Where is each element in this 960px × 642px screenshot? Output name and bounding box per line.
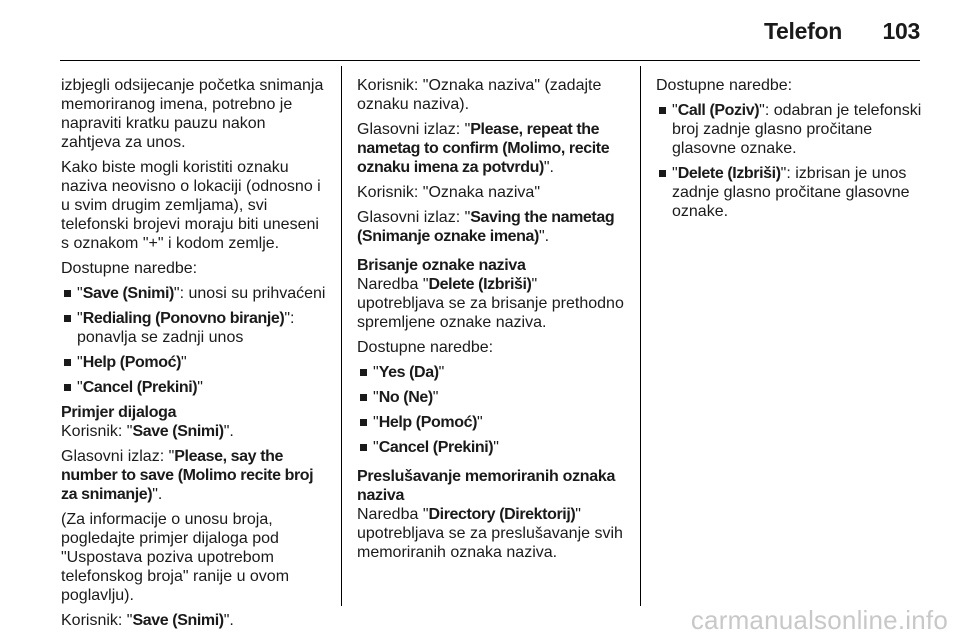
- voice-output: Saving the nametag (Snimanje oznake imena): [357, 209, 615, 245]
- column-3: [656, 76, 926, 227]
- section-heading: Brisanje oznake naziva: [357, 257, 526, 274]
- command-name: Save (Snimi): [132, 612, 224, 629]
- command-name: Help (Pomoć): [82, 354, 182, 371]
- command-name: Call (Poziv): [677, 102, 760, 119]
- paragraph: [357, 505, 627, 562]
- command-desc: : unosi su prihvaćeni: [179, 285, 326, 302]
- dialog-line: [357, 208, 627, 246]
- paragraph: izbjegli odsijecanje početka snimanja memoriranog imena, potrebno je napraviti kratku pauzu nakon zahtjeva za unos.: [61, 77, 324, 151]
- list-item: "Call (Poziv)": odabran je telefonski broj zadnje glasno pročitane glasovne oznake.: [656, 101, 926, 158]
- dialog-line: Korisnik: "Oznaka naziva" (zadajte oznaku naziva).: [357, 77, 602, 113]
- text-fragment: ".: [152, 486, 163, 503]
- list-item: "Save (Snimi)": unosi su prihvaćeni: [61, 284, 327, 303]
- voice-output: Please, repeat the nametag to confirm (Molimo, recite oznaku imena za potvrdu): [357, 121, 610, 176]
- commands-intro: Dostupne naredbe:: [61, 260, 198, 277]
- command-list: [61, 284, 327, 397]
- text-fragment: ".: [223, 423, 234, 440]
- text-fragment: " upotrebljava se za preslušavanje svih memoriranih oznaka naziva.: [357, 506, 623, 561]
- column-divider-1: [341, 66, 342, 606]
- command-desc: : ponavlja se zadnji unos: [77, 310, 295, 346]
- page-title: Telefon: [764, 18, 842, 44]
- column-2: [357, 76, 627, 568]
- command-name: Delete (Izbriši): [428, 276, 532, 293]
- list-item: "Help (Pomoć)": [357, 413, 627, 432]
- dialog-line: [357, 120, 627, 177]
- dialog-line: Korisnik: "Oznaka naziva": [357, 184, 540, 201]
- text-fragment: ".: [543, 159, 554, 176]
- section-heading: Primjer dijaloga: [61, 404, 177, 421]
- section-heading: Preslušavanje memoriranih oznaka naziva: [357, 468, 616, 504]
- paragraph: [357, 275, 627, 332]
- list-item: "Redialing (Ponovno biranje)": ponavlja se zadnji unos: [61, 309, 327, 347]
- command-list: [357, 363, 627, 457]
- dialog-line: [61, 422, 327, 441]
- command-list: [656, 101, 926, 221]
- command-desc: : odabran je telefonski broj zadnje glasno pročitane glasovne oznake.: [672, 102, 922, 157]
- list-item: "Cancel (Prekini)": [357, 438, 627, 457]
- commands-intro: Dostupne naredbe:: [656, 77, 793, 94]
- command-name: Cancel (Prekini): [82, 379, 198, 396]
- paragraph: (Za informacije o unosu broja, pogledajte primjer dijaloga pod "Uspostava poziva upotrebom telefonskog broja" ranije u ovom poglavlju).: [61, 511, 290, 604]
- text-fragment: Naredba ": [357, 276, 429, 293]
- paragraph: Kako biste mogli koristiti oznaku naziva neovisno o lokaciji (odnosno i u svim drugim zemljama), svi telefonski brojevi moraju biti uneseni s oznakom "+" i kodom zemlje.: [61, 159, 321, 252]
- text-fragment: ".: [223, 612, 234, 629]
- text-fragment: Korisnik: ": [61, 612, 133, 629]
- page-header: [0, 0, 960, 62]
- list-item: "Help (Pomoć)": [61, 353, 327, 372]
- command-name: Save (Snimi): [132, 423, 224, 440]
- text-fragment: Korisnik: ": [61, 423, 133, 440]
- text-fragment: " upotrebljava se za brisanje prethodno spremljene oznake naziva.: [357, 276, 624, 331]
- command-name: Save (Snimi): [82, 285, 174, 302]
- page-number: 103: [882, 18, 920, 44]
- header-divider: [60, 60, 920, 61]
- command-name: No (Ne): [378, 389, 433, 406]
- text-fragment: Glasovni izlaz: ": [61, 448, 175, 465]
- command-name: Directory (Direktorij): [428, 506, 576, 523]
- list-item: "Cancel (Prekini)": [61, 378, 327, 397]
- dialog-line: [61, 611, 327, 630]
- list-item: "No (Ne)": [357, 388, 627, 407]
- command-name: Yes (Da): [378, 364, 439, 381]
- command-name: Delete (Izbriši): [677, 165, 781, 182]
- column-divider-2: [640, 66, 641, 606]
- list-item: "Yes (Da)": [357, 363, 627, 382]
- command-name: Cancel (Prekini): [378, 439, 494, 456]
- text-fragment: Glasovni izlaz: ": [357, 209, 471, 226]
- command-name: Help (Pomoć): [378, 414, 478, 431]
- command-name: Redialing (Ponovno biranje): [82, 310, 285, 327]
- column-1: [61, 76, 327, 636]
- text-fragment: Naredba ": [357, 506, 429, 523]
- list-item: "Delete (Izbriši)": izbrisan je unos zadnje glasno pročitane glasovne oznake.: [656, 164, 926, 221]
- commands-intro: Dostupne naredbe:: [357, 339, 494, 356]
- command-desc: : izbrisan je unos zadnje glasno pročitane glasovne oznake.: [672, 165, 910, 220]
- text-fragment: Glasovni izlaz: ": [357, 121, 471, 138]
- dialog-line: [61, 447, 327, 504]
- voice-output: Please, say the number to save (Molimo recite broj za snimanje): [61, 448, 314, 503]
- text-fragment: ".: [538, 228, 550, 245]
- watermark: carmanualsonline.info: [690, 605, 948, 635]
